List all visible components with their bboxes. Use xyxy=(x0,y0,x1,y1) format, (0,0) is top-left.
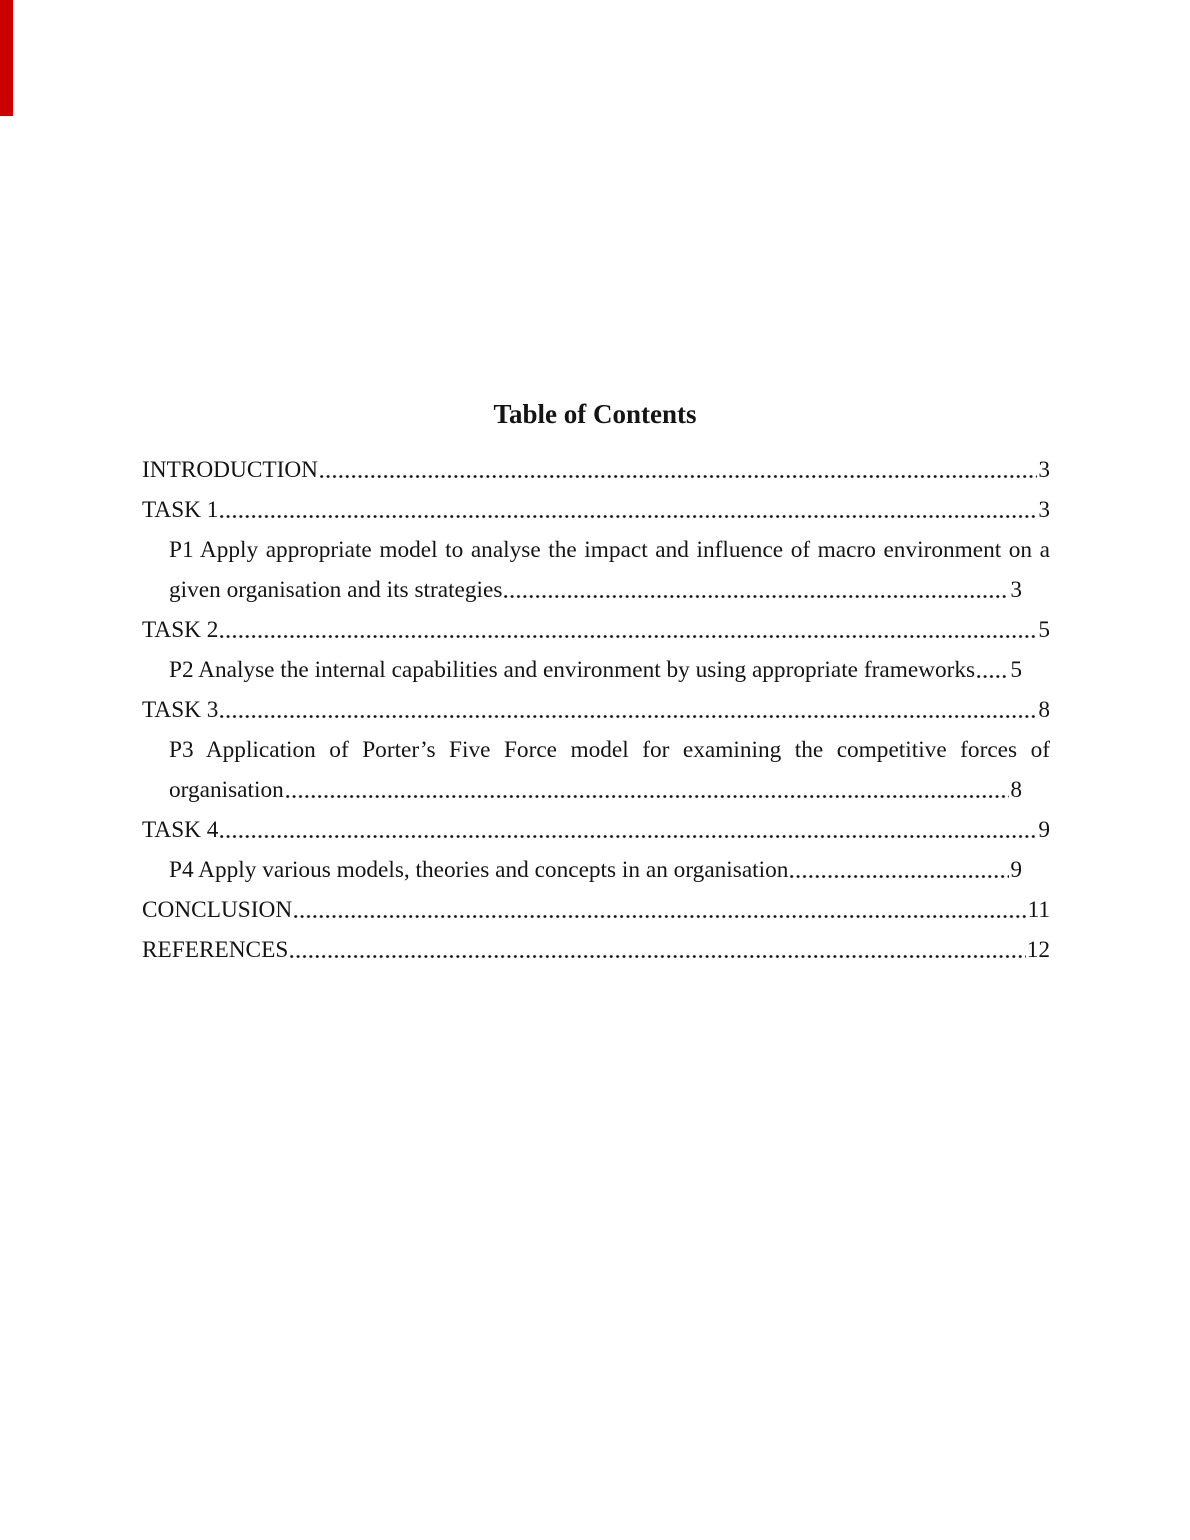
toc-entry-label: TASK 2 xyxy=(142,617,219,643)
toc-entry-label: CONCLUSION xyxy=(142,897,293,923)
toc-entry-page: 12 xyxy=(1026,937,1050,963)
toc-entry-line1: P1 Apply appropriate model to analyse the impact and influence of macro environment on a xyxy=(169,537,1050,563)
toc-leader-dots xyxy=(292,890,1027,930)
toc-leader-dots xyxy=(502,570,1010,610)
toc-entry-label: TASK 4 xyxy=(142,817,219,843)
toc-entry-line2-row xyxy=(169,770,1050,810)
toc-leader-dots xyxy=(218,610,1038,650)
toc-entry-task-4 xyxy=(142,810,1050,850)
toc-entry-task-2 xyxy=(142,610,1050,650)
toc-entry-label: REFERENCES xyxy=(142,937,289,963)
toc-entry-label: INTRODUCTION xyxy=(142,457,319,483)
toc-entry-conclusion xyxy=(142,890,1050,930)
toc-entry-page: 8 xyxy=(1010,777,1022,803)
toc-entry-label: organisation xyxy=(169,777,284,803)
toc-entry-p1 xyxy=(169,530,1050,610)
toc-entry-task-3 xyxy=(142,690,1050,730)
toc-entry-line2-row xyxy=(169,570,1050,610)
red-highlight-bar xyxy=(0,0,13,116)
toc-entry-page: 3 xyxy=(1010,577,1022,603)
toc-entry-task-1 xyxy=(142,490,1050,530)
toc-entry-label: TASK 1 xyxy=(142,497,219,523)
toc-entry-label: P2 Analyse the internal capabilities and environment by using appropriate frameworks xyxy=(169,657,976,683)
toc-entry-page: 9 xyxy=(1010,857,1022,883)
toc-entry-references xyxy=(142,930,1050,970)
toc-entry-label: given organisation and its strategies xyxy=(169,577,503,603)
page-title: Table of Contents xyxy=(493,399,697,429)
toc-leader-dots xyxy=(218,810,1038,850)
toc-entry-page: 3 xyxy=(1038,497,1050,523)
toc-entry-page: 8 xyxy=(1038,697,1050,723)
toc-entry-p2 xyxy=(169,650,1050,690)
toc-leader-dots xyxy=(288,930,1026,970)
toc-leader-dots xyxy=(975,650,1010,690)
toc-leader-dots xyxy=(218,490,1038,530)
toc-entry-introduction xyxy=(142,450,1050,490)
toc-entry-line1: P3 Application of Porter’s Five Force model for examining the competitive forces of xyxy=(169,737,1050,763)
table-of-contents xyxy=(142,450,1050,970)
toc-entry-page: 5 xyxy=(1010,657,1022,683)
toc-entry-page: 3 xyxy=(1038,457,1050,483)
toc-leader-dots xyxy=(284,770,1011,810)
toc-entry-label: P4 Apply various models, theories and concepts in an organisation xyxy=(169,857,789,883)
toc-leader-dots xyxy=(788,850,1010,890)
toc-entry-page: 9 xyxy=(1038,817,1050,843)
toc-leader-dots xyxy=(318,450,1038,490)
toc-entry-p3 xyxy=(169,730,1050,810)
toc-entry-page: 5 xyxy=(1038,617,1050,643)
toc-entry-label: TASK 3 xyxy=(142,697,219,723)
toc-entry-p4 xyxy=(169,850,1050,890)
toc-entry-page: 11 xyxy=(1027,897,1050,923)
toc-leader-dots xyxy=(218,690,1038,730)
